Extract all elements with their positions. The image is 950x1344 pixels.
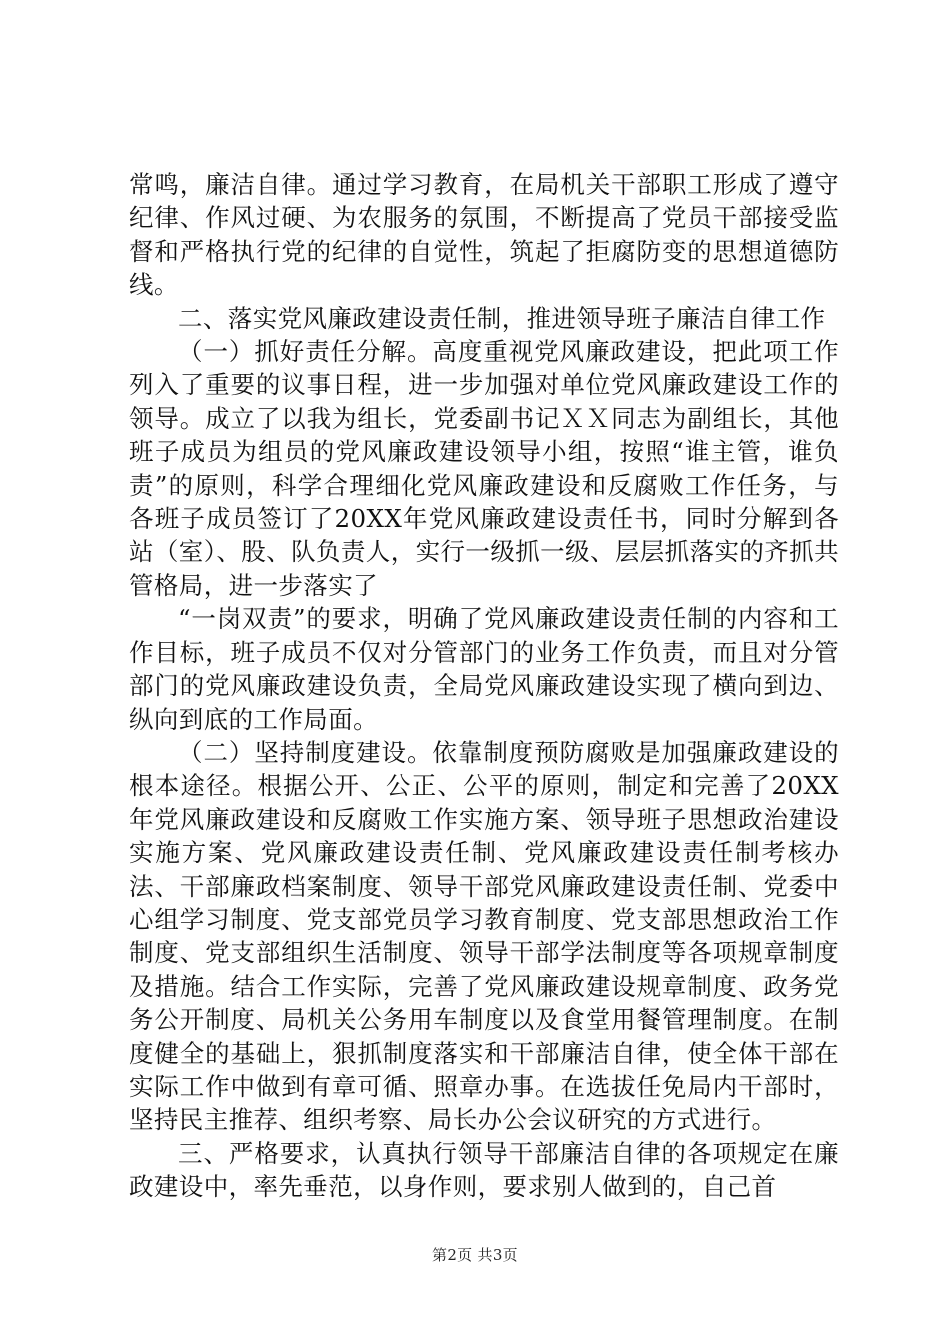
paragraph-system-building: （二）坚持制度建设。依靠制度预防腐败是加强廉政建设的根本途径。根据公开、公正、公平的原则，制定和完善了20XX年党风廉政建设和反腐败工作实施方案、领导班子思想政治建设实施方案、党风廉政建设责任制、党风廉政建设责任制考核办法、干部廉政档案制度、领导干部党风廉政建设责任制、党委中心组学习制度、党支部党员学习教育制度、党支部思想政治工作制度、党支部组织生活制度、领导干部学法制度等各项规章制度及措施。结合工作实际，完善了党风廉政建设规章制度、政务党务公开制度、局机关公务用车制度以及食堂用餐管理制度。在制度健全的基础上，狠抓制度落实和干部廉洁自律，使全体干部在实际工作中做到有章可循、照章办事。在选拔任免局内干部时，坚持民主推荐、组织考察、局长办公会议研究的方式进行。 <box>129 737 839 1135</box>
document-body <box>129 168 839 1204</box>
paragraph-responsibility: （一）抓好责任分解。高度重视党风廉政建设，把此项工作列入了重要的议事日程，进一步加强对单位党风廉政建设工作的领导。成立了以我为组长，党委副书记ＸＸ同志为副组长，其他班子成员为组员的党风廉政建设领导小组，按照“谁主管，谁负责”的原则，科学合理细化党风廉政建设和反腐败工作任务，与各班子成员签订了20XX年党风廉政建设责任书，同时分解到各站（室）、股、队负责人，实行一级抓一级、层层抓落实的齐抓共管格局，进一步落实了 <box>129 337 839 600</box>
page-footer: 第2页 共3页 <box>432 1246 518 1264</box>
paragraph-continuation: 常鸣，廉洁自律。通过学习教育，在局机关干部职工形成了遵守纪律、作风过硬、为农服务的氛围，不断提高了党员干部接受监督和严格执行党的纪律的自觉性，筑起了拒腐防变的思想道德防线。 <box>129 170 839 300</box>
section-heading-2: 二、落实党风廉政建设责任制，推进领导班子廉洁自律工作 <box>178 303 826 333</box>
paragraph-dual-duty: “一岗双责”的要求，明确了党风廉政建设责任制的内容和工作目标，班子成员不仅对分管部门的业务工作负责，而且对分管部门的党风廉政建设负责，全局党风廉政建设实现了横向到边、纵向到底的工作局面。 <box>129 604 839 734</box>
section-heading-3: 三、严格要求，认真执行领导干部廉洁自律的各项规定在廉政建设中，率先垂范，以身作则，要求别人做到的，自己首 <box>129 1138 839 1202</box>
